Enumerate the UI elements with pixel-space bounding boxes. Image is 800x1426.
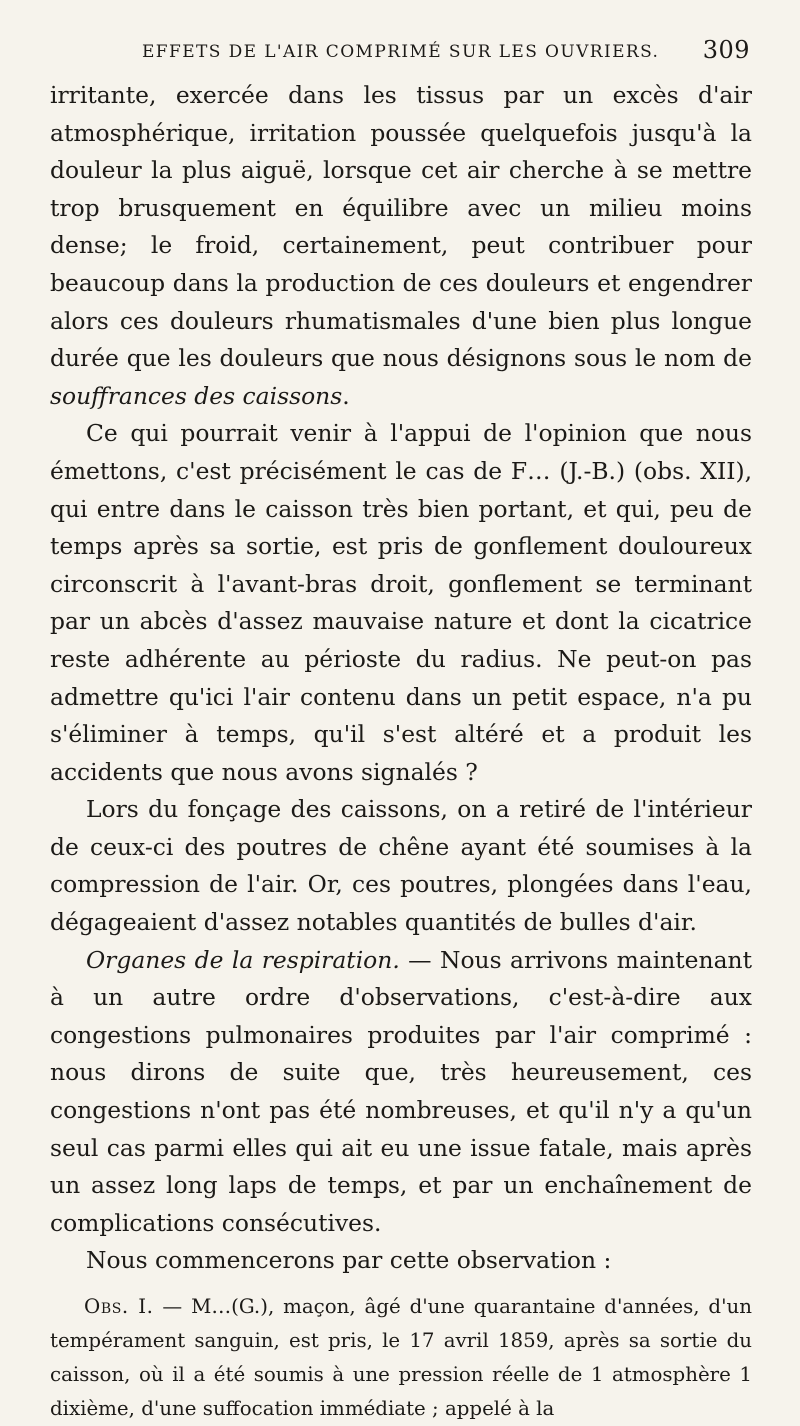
paragraph-4-text: — Nous arrivons maintenant à un autre ordre d'observations, c'est-à-dire aux congestions pulmonaires produites par l'air comprimé : nous dirons de suite que, très heureusement, ces congestions n'ont pas été nombreuses, et qu'il n'y a qu'un seul cas parmi elles qui ait eu une issue fatale, mais après un assez long laps de temps, et par un enchaînement de complications consécutives.	[50, 945, 752, 1237]
paragraph-4	[50, 942, 752, 1243]
paragraph-1-italic: souffrances des caissons	[50, 381, 343, 410]
paragraph-1-text: irritante, exercée dans les tissus par un excès d'air atmosphérique, irritation poussée quelquefois jusqu'à la douleur la plus aiguë, lorsque cet air cherche à se mettre trop brusquement en équilibre avec un milieu moins dense; le froid, certainement, peut contribuer pour beaucoup dans la production de ces douleurs et engendrer alors ces douleurs rhumatismales d'une bien plus longue durée que les douleurs que nous désignons sous le nom de	[50, 81, 752, 373]
observation-text: — M…(G.), maçon, âgé d'une quarantaine d'années, d'un tempérament sanguin, est pris, le 17 avril 1859, après sa sortie du caisson, où il a été soumis à une pression réelle de 1 atmosphère 1 dixième, d'une suffocation immédiate ; appelé à la	[50, 1295, 752, 1420]
paragraph-3: Lors du fonçage des caissons, on a retiré de l'intérieur de ceux-ci des poutres de chêne ayant été soumises à la compression de l'air. Or, ces poutres, plongées dans l'eau, dégageaient d'assez notables quantités de bulles d'air.	[50, 795, 752, 937]
paragraph-5: Nous commencerons par cette observation :	[86, 1246, 612, 1275]
observation-label: Obs. I.	[84, 1295, 154, 1318]
paragraph-2: Ce qui pourrait venir à l'appui de l'opinion que nous émettons, c'est précisément le cas de F… (J.-B.) (obs. XII), qui entre dans le caisson très bien portant, et qui, peu de temps après sa sortie, est pris de gonflement douloureux circonscrit à l'avant-bras droit, gonflement se terminant par un abcès d'assez mauvaise nature et dont la cicatrice reste adhérente au périoste du radius. Ne peut-on pas admettre qu'ici l'air contenu dans un petit espace, n'a pu s'éliminer à temps, qu'il s'est altéré et a produit les accidents que nous avons signalés ?	[50, 419, 752, 786]
running-title: EFFETS DE L'AIR COMPRIMÉ SUR LES OUVRIERS.	[142, 42, 660, 62]
observation-paragraph	[50, 1290, 752, 1426]
section-heading-respiration: Organes de la respiration.	[86, 945, 400, 974]
body-text	[50, 77, 752, 1280]
paragraph-1-end: .	[342, 381, 350, 410]
observation-block	[50, 1290, 752, 1426]
page-number: 309	[702, 36, 750, 64]
paragraph-1	[50, 77, 752, 415]
page-header	[50, 34, 752, 71]
